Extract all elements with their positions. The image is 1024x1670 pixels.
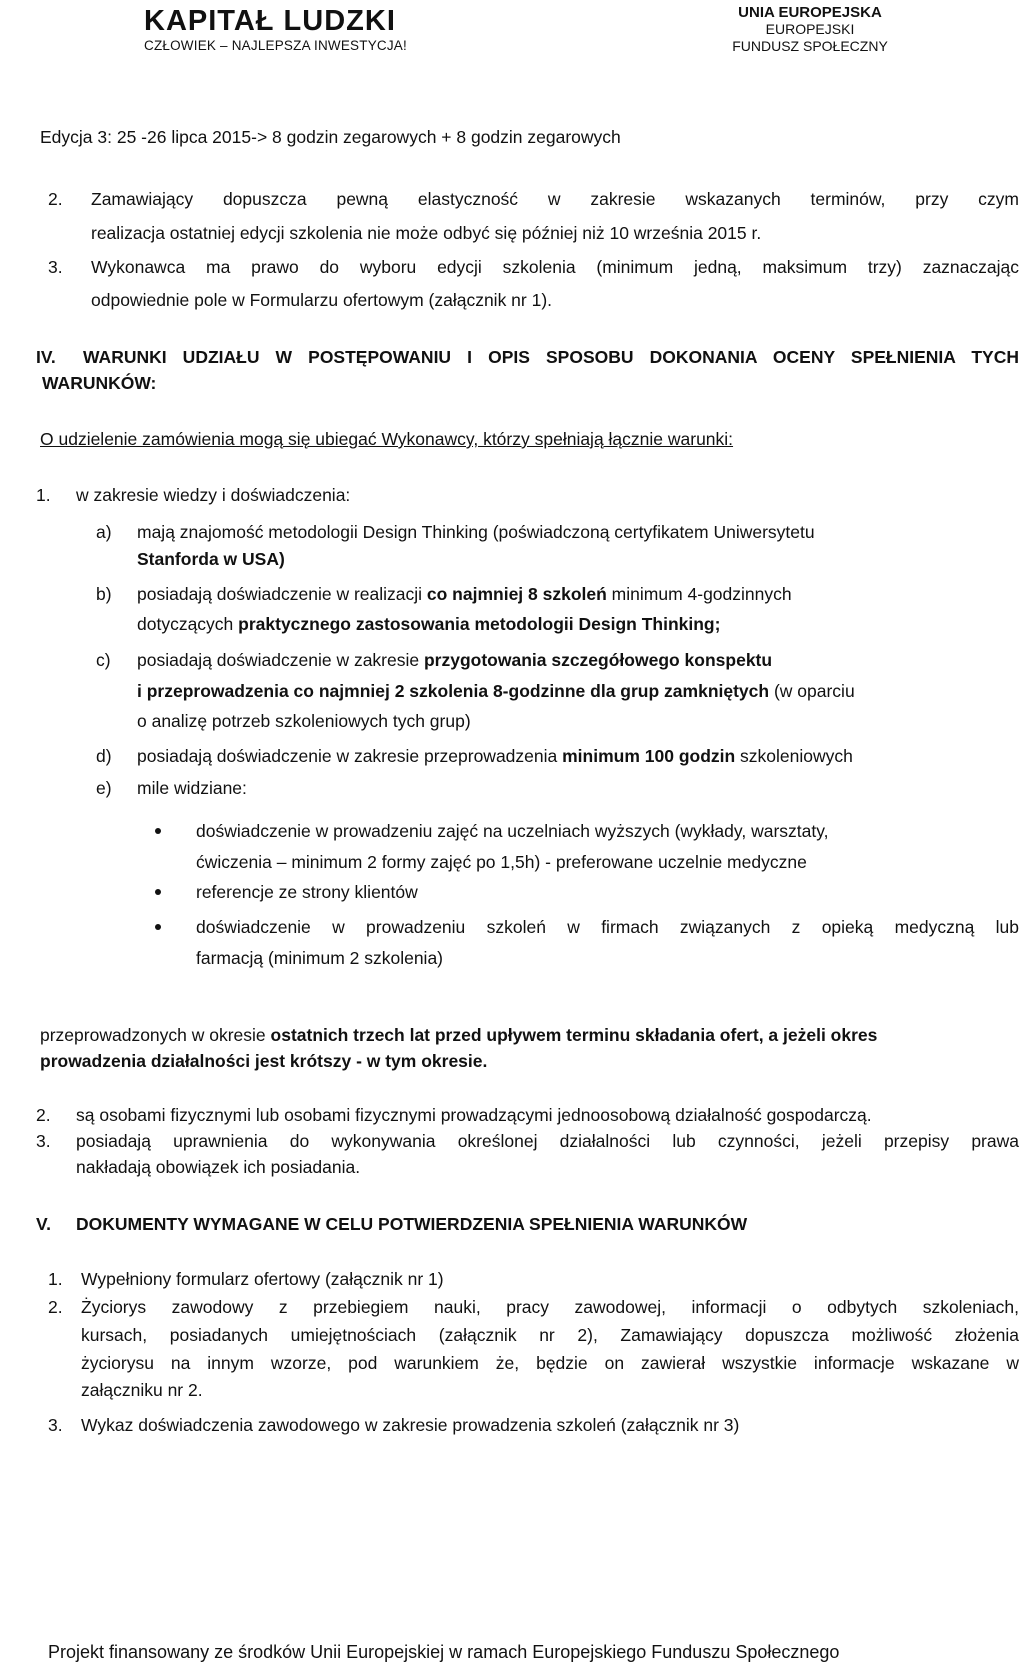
sub-e-label: e) — [96, 778, 112, 798]
eu-logo-bottom: FUNDUSZ SPOŁECZNY — [732, 38, 888, 54]
period-line-1: przeprowadzonych w okresie ostatnich trzech lat przed upływem terminu składania ofert, a jeżeli okres — [40, 1025, 878, 1045]
section-v-number: V. — [36, 1214, 51, 1234]
sub-a-line-2: Stanforda w USA) — [137, 549, 285, 569]
condition-2-number: 2. — [36, 1105, 51, 1125]
sub-c-line-2: i przeprowadzenia co najmniej 2 szkolenia 8-godzinne dla grup zamkniętych (w oparciu — [137, 681, 855, 701]
sub-e-line-1: mile widziane: — [137, 778, 247, 798]
condition-2-text: są osobami fizycznymi lub osobami fizycznymi prowadzącymi jednoosobową działalność gospodarczą. — [76, 1105, 872, 1125]
doc-2-line-2: kursach, posiadanych umiejętnościach (załącznik nr 2), Zamawiający dopuszcza możliwość złożenia — [81, 1325, 1019, 1345]
item-2-line-2: realizacja ostatniej edycji szkolenia nie może odbyć się później niż 10 września 2015 r. — [91, 223, 762, 243]
page-footer: Projekt finansowany ze środków Unii Europejskiej w ramach Europejskiego Funduszu Społecznego — [48, 1642, 840, 1662]
doc-2-line-4: załączniku nr 2. — [81, 1380, 203, 1400]
bullet-3-dot — [155, 924, 161, 930]
item-3-number: 3. — [48, 257, 63, 277]
eu-logo-mid: EUROPEJSKI — [765, 21, 855, 37]
eu-logo — [720, 4, 900, 55]
bullet-3-line-2: farmacją (minimum 2 szkolenia) — [196, 948, 444, 968]
sub-b-line-1: posiadają doświadczenie w realizacji co najmniej 8 szkoleń minimum 4-godzinnych — [137, 584, 792, 604]
section-iv-title-line-1: WARUNKI UDZIAŁU W POSTĘPOWANIU I OPIS SPOSOBU DOKONANIA OCENY SPEŁNIENIA TYCH — [83, 347, 1019, 367]
sub-d-line-1: posiadają doświadczenie w zakresie przeprowadzenia minimum 100 godzin szkoleniowych — [137, 746, 853, 766]
sub-c-label: c) — [96, 650, 111, 670]
conditions-intro: O udzielenie zamówienia mogą się ubiegać Wykonawcy, którzy spełniają łącznie warunki: — [40, 429, 734, 449]
doc-3-number: 3. — [48, 1415, 63, 1435]
bullet-1-line-1: doświadczenie w prowadzeniu zajęć na uczelniach wyższych (wykłady, warsztaty, — [196, 821, 829, 841]
bullet-1-dot — [155, 828, 161, 834]
sub-c-line-1: posiadają doświadczenie w zakresie przygotowania szczegółowego konspektu — [137, 650, 773, 670]
bullet-1-line-2: ćwiczenia – minimum 2 formy zajęć po 1,5h) - preferowane uczelnie medyczne — [196, 852, 807, 872]
logo-subtitle: CZŁOWIEK – NAJLEPSZA INWESTYCJA! — [144, 38, 407, 53]
period-line-2: prowadzenia działalności jest krótszy - w tym okresie. — [40, 1051, 488, 1071]
doc-3-text: Wykaz doświadczenia zawodowego w zakresie prowadzenia szkoleń (załącznik nr 3) — [81, 1415, 740, 1435]
doc-2-number: 2. — [48, 1297, 63, 1317]
logo-title: KAPITAŁ LUDZKI — [144, 5, 396, 37]
doc-2-line-3: życiorysu na innym wzorze, pod warunkiem że, będzie on zawierał wszystkie informacje wskazane w — [81, 1353, 1019, 1373]
sub-a-line-1: mają znajomość metodologii Design Thinking (poświadczoną certyfikatem Uniwersytetu — [137, 522, 815, 542]
sub-b-line-2: dotyczących praktycznego zastosowania metodologii Design Thinking; — [137, 614, 721, 634]
sub-c-line-3: o analizę potrzeb szkoleniowych tych grup) — [137, 711, 471, 731]
item-2-number: 2. — [48, 189, 63, 209]
condition-3-number: 3. — [36, 1131, 51, 1151]
edition-3-line: Edycja 3: 25 -26 lipca 2015-> 8 godzin zegarowych + 8 godzin zegarowych — [40, 127, 621, 147]
bullet-2-text: referencje ze strony klientów — [196, 882, 418, 902]
condition-1-number: 1. — [36, 485, 51, 505]
eu-logo-top: UNIA EUROPEJSKA — [738, 4, 882, 21]
sub-d-label: d) — [96, 746, 112, 766]
sub-a-label: a) — [96, 522, 112, 542]
doc-1-number: 1. — [48, 1269, 63, 1289]
item-3-line-2: odpowiednie pole w Formularzu ofertowym (załącznik nr 1). — [91, 290, 553, 310]
bullet-3-line-1: doświadczenie w prowadzeniu szkoleń w firmach związanych z opieką medyczną lub — [196, 917, 1019, 937]
section-v-title: DOKUMENTY WYMAGANE W CELU POTWIERDZENIA SPEŁNIENIA WARUNKÓW — [76, 1214, 748, 1234]
condition-3-line-1: posiadają uprawnienia do wykonywania określonej działalności lub czynności, jeżeli przepisy prawa — [76, 1131, 1019, 1151]
sub-b-label: b) — [96, 584, 112, 604]
item-2-line-1: Zamawiający dopuszcza pewną elastyczność w zakresie wskazanych terminów, przy czym — [91, 189, 1019, 209]
section-iv-title-line-2: WARUNKÓW: — [42, 373, 157, 393]
doc-1-text: Wypełniony formularz ofertowy (załącznik nr 1) — [81, 1269, 444, 1289]
condition-3-line-2: nakładają obowiązek ich posiadania. — [76, 1157, 361, 1177]
doc-2-line-1: Życiorys zawodowy z przebiegiem nauki, pracy zawodowej, informacji o odbytych szkoleniach, — [81, 1297, 1019, 1317]
kapital-ludzki-logo — [144, 6, 407, 53]
item-3-line-1: Wykonawca ma prawo do wyboru edycji szkolenia (minimum jedną, maksimum trzy) zaznaczając — [91, 257, 1019, 277]
section-iv-number: IV. — [36, 347, 56, 367]
condition-1-text: w zakresie wiedzy i doświadczenia: — [76, 485, 351, 505]
bullet-2-dot — [155, 889, 161, 895]
